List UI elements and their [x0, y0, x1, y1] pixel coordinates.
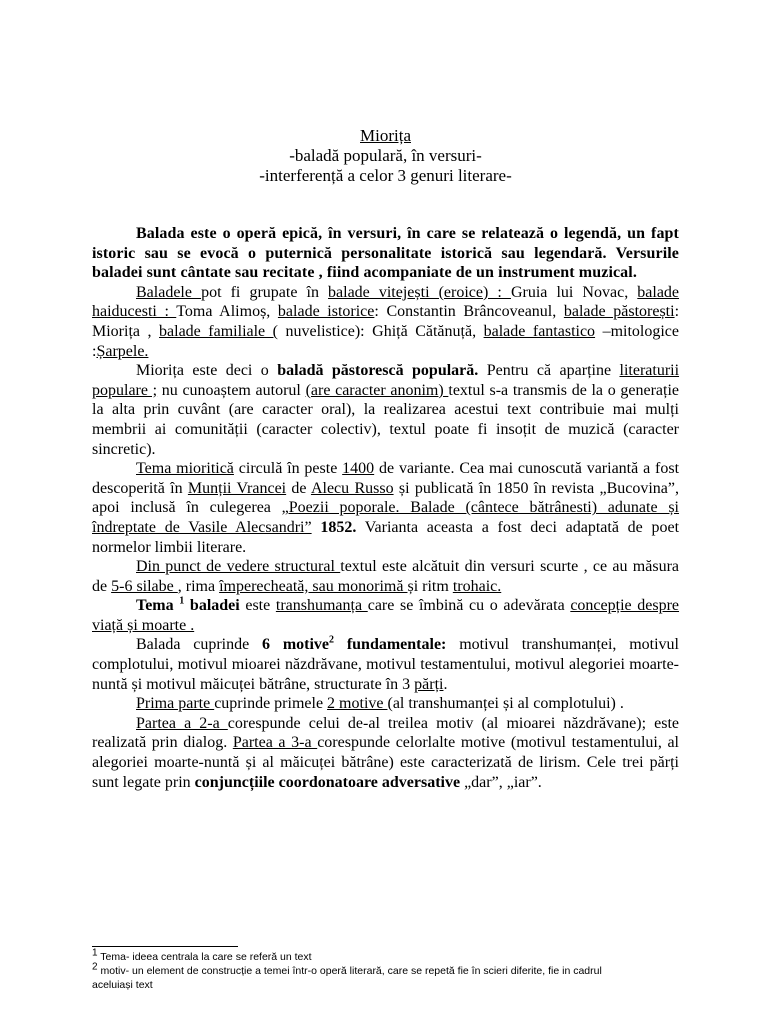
text-run: cuprinde primele: [214, 695, 328, 713]
text-run: Varianta aceasta a fost deci adaptată de poet normelor limbii literare.: [92, 518, 680, 556]
text-run: pot fi grupate în: [201, 283, 329, 301]
text-run: literaturii populare ;: [92, 362, 680, 399]
text-run: Tema: [136, 597, 180, 615]
text-run: Partea a 3-a: [232, 734, 318, 752]
text-run: Gruia lui Novac,: [510, 283, 638, 301]
text-run: baladei: [184, 597, 240, 615]
text-run: de variante. Cea mai cunoscută variantă a fost descoperită în: [92, 460, 680, 497]
document-page: [92, 126, 679, 792]
footnote-text: motiv- un element de construcție a temei într-o operă literară, care se repetă fie în scieri diferite, fie in cadrul aceluiași text: [92, 965, 602, 991]
title-main: Miorița: [360, 126, 411, 145]
paragraph-definition: Balada este o operă epică, în versuri, în care se relatează o legendă, un fapt istoric sau se evocă o puternică personalitate istorică sau legendară. Versurile baladei sunt cântate sau recitate , fiind acompaniate de un instrument muzical.: [92, 225, 679, 282]
text-run: nuvelistice): Ghiță Cătănuță,: [278, 322, 484, 340]
document-title-block: [92, 126, 679, 186]
text-run: „dar”, „iar”.: [460, 773, 542, 791]
paragraph-motifs: [92, 635, 679, 694]
text-run: fundamentale:: [334, 636, 447, 654]
text-run: 2 motive: [327, 695, 388, 713]
paragraph-parts-two-three: [92, 714, 679, 792]
text-run: Toma Alimoș,: [176, 303, 278, 321]
text-run: Baladele: [136, 283, 202, 301]
text-run: .: [443, 675, 448, 693]
text-run: 1400: [342, 460, 375, 478]
paragraph-theme: [92, 596, 679, 635]
text-run: motivul transhumanței, motivul complotului, motivul mioarei năzdrăvane, motivul testamentului, motivul alegoriei moarte-nuntă și motivul măicuței bătrâne, structurate în 3: [92, 636, 680, 693]
text-run: Prima parte: [136, 695, 215, 713]
text-run: balade haiducesti :: [92, 283, 680, 321]
text-run: textul este alcătuit din versuri scurte , ce au măsura de: [92, 558, 680, 595]
text-run: balade păstorești: [563, 303, 675, 321]
text-run: Miorița este deci o: [136, 362, 278, 380]
paragraph-classification: [92, 283, 679, 361]
text-run: (al transhumanței și al complotului) .: [387, 695, 624, 713]
text-run: 6 motive: [262, 636, 330, 654]
text-run: Șarpele.: [96, 342, 149, 360]
subtitle-2: -interferență a celor 3 genuri literare-: [259, 166, 512, 185]
text-run: și ritm: [407, 577, 453, 595]
text-run: împerecheată, sau monorimă: [219, 577, 408, 595]
text-run: : Constantin Brâncoveanul,: [374, 303, 564, 321]
footnote-marker: 2: [92, 961, 98, 973]
page-title: [92, 126, 679, 146]
footnote-2: [92, 961, 612, 992]
text-run: textul s-a transmis de la o generație la alta prin cuvânt (are caracter oral), la realizarea acestui text contribuie mai mulți membrii ai comunității (caracter colectiv), textul poate fi insoțit de muzică (caracter sincretic).: [92, 381, 680, 458]
text-run: Din punct de vedere structural: [136, 558, 341, 576]
text-run: trohaic.: [452, 577, 502, 595]
paragraph-part-one: [92, 694, 679, 714]
text-run: –mitologice :: [92, 322, 680, 360]
text-run: corespunde celui de-al treilea motiv (al mioarei năzdrăvane); este realizată prin dialog.: [92, 714, 679, 752]
text-run: „Poezii poporale. Balade (cântece bătrânesti) adunate și îndreptate de Vasile Alecsandri”: [92, 499, 680, 536]
text-run: 1852.: [311, 518, 357, 536]
text-run: : Miorița ,: [92, 303, 680, 340]
text-run: corespunde celorlalte motive (motivul testamentului, al alegoriei moarte-nuntă și al măicuței bătrâne) este caracterizată de lirism. Cele trei părți sunt legate prin: [92, 734, 679, 791]
footnote-1: [92, 947, 692, 964]
paragraph-structure: [92, 557, 679, 596]
subtitle-1: -baladă populară, în versuri-: [289, 146, 482, 165]
text-run: Partea a 2-a: [136, 714, 228, 732]
text-run: circulă în peste: [233, 460, 343, 478]
text-run: Alecu Russo: [310, 479, 394, 497]
text-run: care se îmbină cu o adevărata: [367, 597, 571, 615]
text-run: și publicată în 1850 în revista „Bucovina”, apoi inclusă în culegerea: [92, 479, 680, 517]
paragraph-miorita-popular: [92, 361, 679, 459]
text-run: (are caracter anonim): [305, 381, 449, 399]
footnote-ref-1: 1: [179, 595, 185, 607]
text-run: nu cunoaștem autorul: [157, 381, 306, 399]
text-run: balade vitejești (eroice) :: [328, 283, 511, 301]
text-run: de: [286, 479, 311, 497]
paragraph-variants: [92, 459, 679, 557]
text-run: conjuncțiile coordonatoare adversative: [194, 773, 461, 791]
footnote-text: Tema- ideea centrala la care se referă un text: [97, 951, 312, 963]
text-run: concepție despre viață și moarte .: [92, 597, 680, 634]
text-run: balade familiale (: [159, 322, 279, 340]
text-run: Pentru că aparține: [478, 362, 620, 380]
text-run: 5-6 silabe: [111, 577, 178, 595]
text-run: părți: [414, 675, 444, 693]
text-run: Munții Vrancei: [187, 479, 287, 497]
text-run: este: [239, 597, 276, 615]
text-run: Balada cuprinde: [136, 636, 263, 654]
text-run: balade istorice: [277, 303, 375, 321]
text-run: , rima: [177, 577, 220, 595]
text-run: transhumanța: [275, 597, 368, 615]
footnote-marker: 1: [92, 947, 98, 959]
footnote-ref-2: 2: [329, 635, 335, 647]
text-run: Tema mioritică: [136, 460, 234, 478]
footnote-separator: [92, 946, 238, 947]
text-run: baladă păstorescă populară.: [277, 362, 479, 380]
text-run: balade fantastico: [483, 322, 596, 340]
